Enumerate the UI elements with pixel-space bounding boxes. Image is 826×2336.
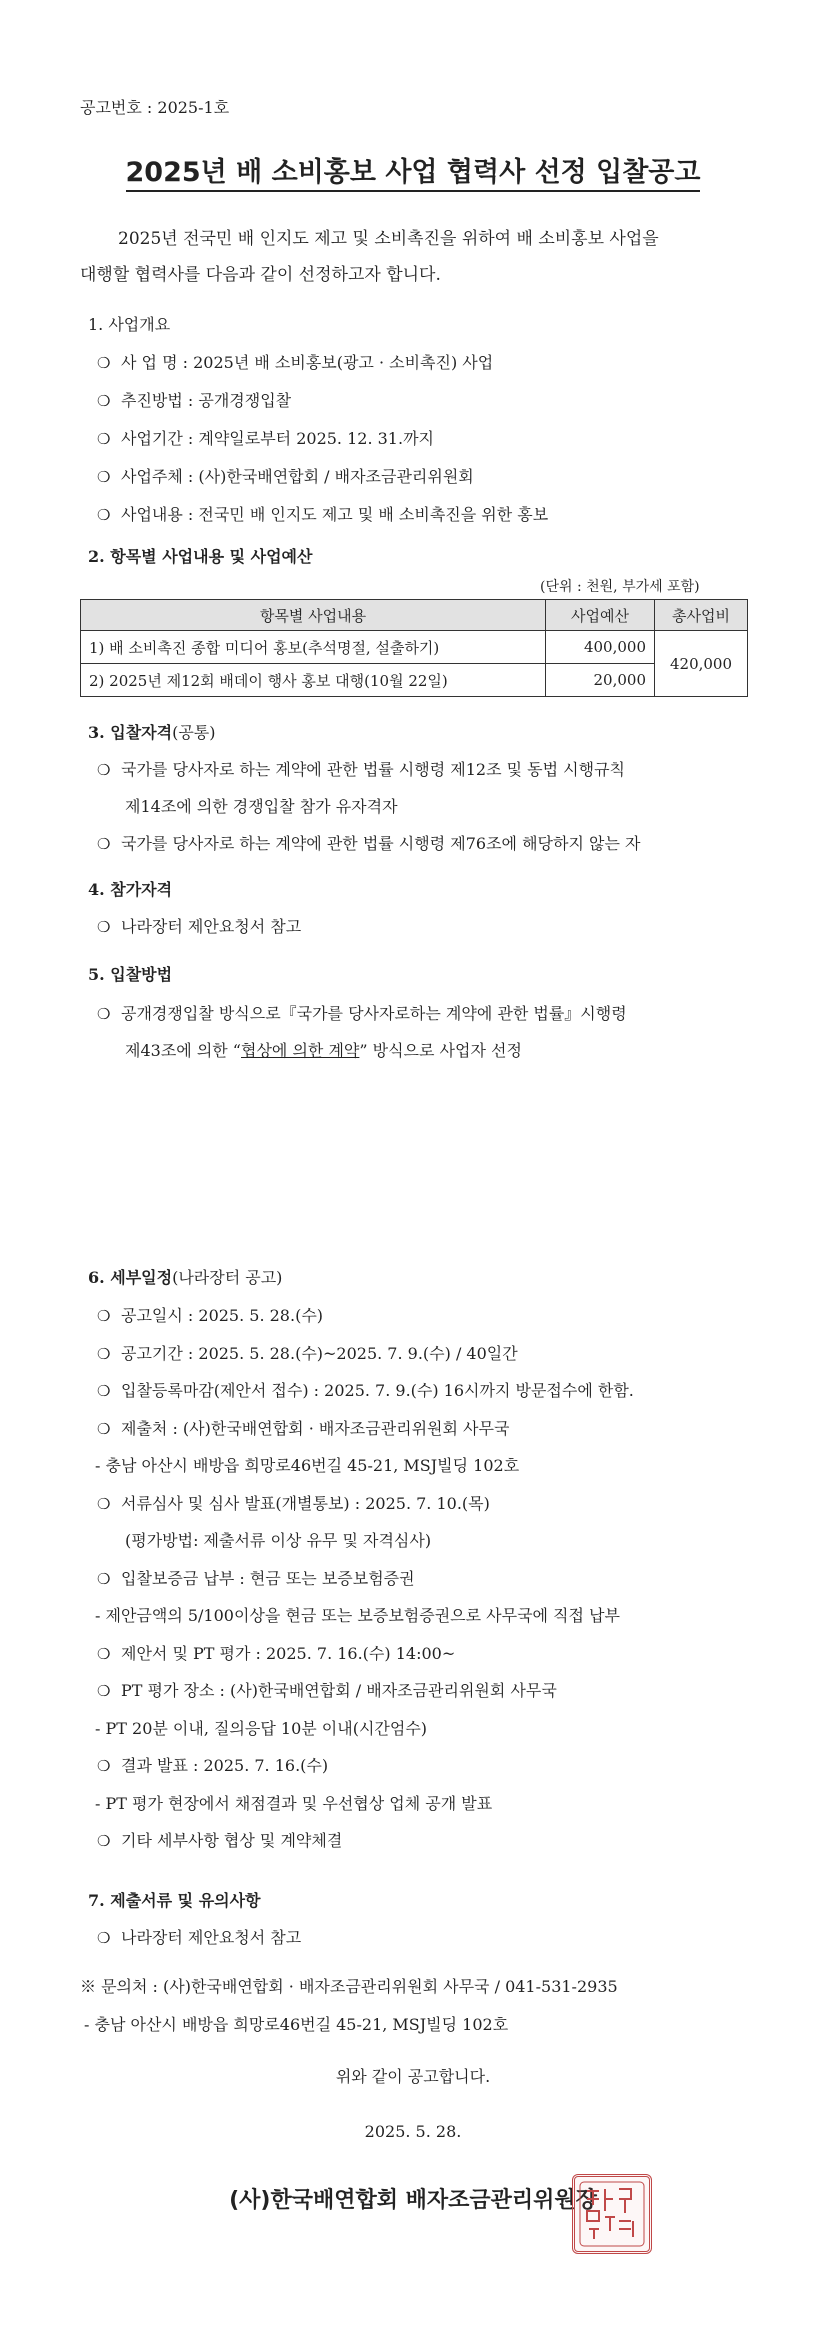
section-2-heading: 2. 항목별 사업내용 및 사업예산 [88,547,313,566]
notice-number: 공고번호 : 2025-1호 [80,98,230,117]
section-4-item: ❍ 나라장터 제안요청서 참고 [97,914,301,937]
schedule-item: ❍ 입찰등록마감(제안서 접수) : 2025. 7. 9.(수) 16시까지 방문접수에 한함. [97,1378,634,1401]
seal-graphic [575,2177,649,2251]
section-6-heading [88,1265,282,1288]
intro-line1: 2025년 전국민 배 인지도 제고 및 소비촉진을 위하여 배 소비홍보 사업을 [118,229,659,249]
section-6-heading-note: (나라장터 공고) [172,1268,283,1287]
schedule-item: - PT 20분 이내, 질의응답 10분 이내(시간엄수) [95,1718,428,1738]
schedule-item: - 제안금액의 5/100이상을 현금 또는 보증보험증권으로 사무국에 직접 납부 [95,1606,620,1625]
table-cell-content: 2) 2025년 제12회 배데이 행사 홍보 대행(10월 22일) [81,664,546,697]
section-5-underlined: 협상에 의한 계약 [241,1041,360,1060]
budget-table [80,599,748,697]
schedule-item: ❍ PT 평가 장소 : (사)한국배연합회 / 배자조금관리위원회 사무국 [97,1678,557,1701]
section-3-item: ❍ 국가를 당사자로 하는 계약에 관한 법률 시행령 제76조에 해당하지 않는 자 [97,831,640,854]
budget-unit: (단위 : 천원, 부가세 포함) [540,579,700,595]
schedule-item: - PT 평가 현장에서 채점결과 및 우선협상 업체 공개 발표 [95,1793,493,1813]
table-row [81,664,748,697]
schedule-item: ❍ 결과 발표 : 2025. 7. 16.(수) [97,1753,328,1776]
section-1-item: ❍ 사업주체 : (사)한국배연합회 / 배자조금관리위원회 [97,464,474,487]
official-seal-icon [572,2174,652,2254]
section-5-item: ❍ 공개경쟁입찰 방식으로『국가를 당사자로하는 계약에 관한 법률』시행령 [97,1001,627,1024]
section-5-text: 제43조에 의한 “ [125,1041,241,1060]
schedule-item: ❍ 제출처 : (사)한국배연합회 · 배자조금관리위원회 사무국 [97,1416,509,1439]
section-7-heading: 7. 제출서류 및 유의사항 [88,1891,261,1910]
schedule-item: ❍ 서류심사 및 심사 발표(개별통보) : 2025. 7. 10.(목) [97,1491,490,1514]
table-header: 총사업비 [655,600,748,631]
section-3-item-cont: 제14조에 의한 경쟁입찰 참가 유자격자 [125,797,398,816]
section-1-item: ❍ 추진방법 : 공개경쟁입찰 [97,388,291,411]
closing-text: 위와 같이 공고합니다. [335,2067,491,2086]
table-header: 사업예산 [546,600,655,631]
section-3-heading [88,720,216,743]
section-3-heading-main: 3. 입찰자격 [88,723,173,742]
section-1-item: ❍ 사업기간 : 계약일로부터 2025. 12. 31.까지 [97,426,434,449]
section-1-item: ❍ 사 업 명 : 2025년 배 소비홍보(광고 · 소비촉진) 사업 [97,350,493,373]
schedule-item: - 충남 아산시 배방읍 희망로46번길 45-21, MSJ빌딩 102호 [95,1456,520,1475]
section-6-heading-main: 6. 세부일정 [88,1268,173,1287]
table-cell-budget: 20,000 [546,664,655,697]
notice-date: 2025. 5. 28. [364,2122,462,2141]
section-1-item: ❍ 사업내용 : 전국민 배 인지도 제고 및 배 소비촉진을 위한 홍보 [97,502,548,525]
intro-line2: 대행할 협력사를 다음과 같이 선정하고자 합니다. [80,265,441,285]
schedule-item: ❍ 공고일시 : 2025. 5. 28.(수) [97,1303,323,1326]
table-cell-content: 1) 배 소비촉진 종합 미디어 홍보(추석명절, 설출하기) [81,631,546,664]
signature: (사)한국배연합회 배자조금관리위원장 [229,2188,597,2213]
schedule-item: ❍ 입찰보증금 납부 : 현금 또는 보증보험증권 [97,1566,415,1589]
section-5-text: ” 방식으로 사업자 선정 [359,1041,522,1060]
page-title [0,150,826,189]
table-cell-budget: 400,000 [546,631,655,664]
table-header-row [81,600,748,631]
section-4-heading: 4. 참가자격 [88,880,173,899]
section-7-item: ❍ 나라장터 제안요청서 참고 [97,1925,301,1948]
schedule-item: ❍ 제안서 및 PT 평가 : 2025. 7. 16.(수) 14:00~ [97,1641,455,1664]
page-title-text: 2025년 배 소비홍보 사업 협력사 선정 입찰공고 [126,157,701,192]
contact-line1: ※ 문의처 : (사)한국배연합회 · 배자조금관리위원회 사무국 / 041-531-2935 [80,1977,618,1996]
table-row [81,631,748,664]
schedule-item: ❍ 공고기간 : 2025. 5. 28.(수)~2025. 7. 9.(수) / 40일간 [97,1341,518,1364]
schedule-item: (평가방법: 제출서류 이상 유무 및 자격심사) [125,1531,432,1550]
section-3-item: ❍ 국가를 당사자로 하는 계약에 관한 법률 시행령 제12조 및 동법 시행규칙 [97,757,625,780]
schedule-item: ❍ 기타 세부사항 협상 및 계약체결 [97,1828,342,1851]
section-1-heading: 1. 사업개요 [88,315,171,334]
section-3-heading-note: (공통) [172,723,216,742]
section-5-heading: 5. 입찰방법 [88,965,173,984]
contact-line2: - 충남 아산시 배방읍 희망로46번길 45-21, MSJ빌딩 102호 [84,2015,509,2034]
section-5-item-cont [125,1038,522,1061]
table-header: 항목별 사업내용 [81,600,546,631]
table-cell-total: 420,000 [655,631,748,697]
